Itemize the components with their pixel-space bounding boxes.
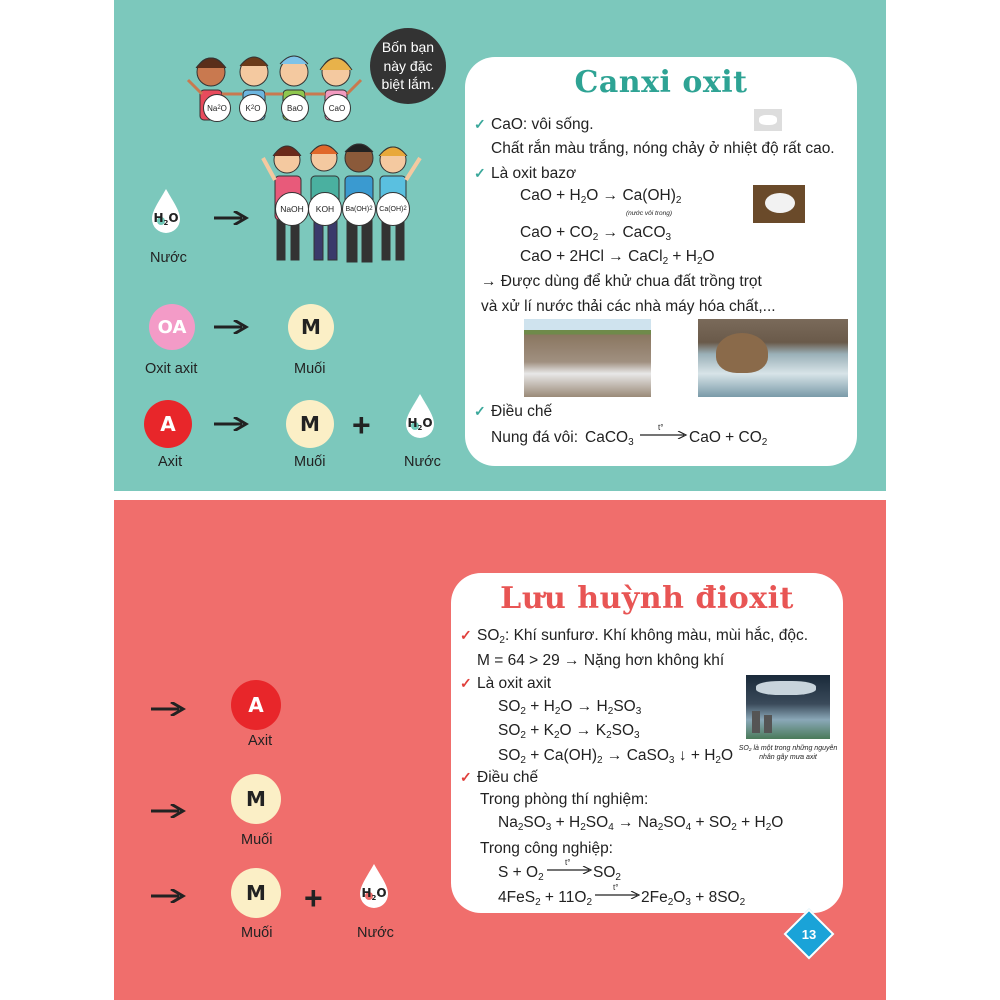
- check-icon: ✓: [460, 675, 472, 691]
- heat-arrow: t°: [547, 858, 593, 874]
- muoi-label-2: Muối: [241, 925, 273, 941]
- top-panel: [114, 0, 886, 491]
- oxit-axit-label: Oxit axit: [145, 361, 198, 377]
- so2-definition: $SO_2$: Khí sunfurơ. Khí không màu, mùi hắc, độc.: [477, 627, 809, 646]
- acidic-oxide-label: Là oxit axit: [477, 675, 552, 692]
- equation-cao-co2: CaO + $CO_2$ → CaCO$_3$: [520, 224, 672, 243]
- card-title: Canxi oxit: [574, 65, 748, 100]
- check-icon: ✓: [474, 165, 486, 181]
- teen-tag-naoh: NaOH: [275, 192, 309, 226]
- preparation-label: Điều chế: [477, 769, 539, 786]
- muoi-circle: M: [288, 304, 334, 350]
- lab-label: Trong phòng thí nghiệm:: [480, 791, 649, 808]
- kid-tag-na2o: Na 2 O: [203, 94, 231, 122]
- kid-tag-k2o: K 2 O: [239, 94, 267, 122]
- arrow-right-icon: [151, 889, 187, 903]
- water-drop-icon: [356, 862, 392, 910]
- svg-text:H2O: $H_2O$: [153, 211, 179, 227]
- svg-text:H2O: $H_2O$: [407, 416, 433, 432]
- water-drop-icon: [148, 187, 184, 235]
- heat-arrow: t°: [595, 883, 641, 899]
- teen-tag-koh: KOH: [308, 192, 342, 226]
- muoi-circle-2: M: [286, 400, 334, 448]
- use-line-1: → Được dùng để khử chua đất trồng trọt: [481, 273, 762, 290]
- preparation-label: Điều chế: [491, 403, 553, 420]
- oxit-axit-circle: OA: [149, 304, 195, 350]
- acid-rain-photo: [746, 675, 830, 739]
- book-page: [114, 0, 886, 1000]
- water-label: Nước: [357, 925, 394, 941]
- kid-tag-bao: BaO: [281, 94, 309, 122]
- equation-fes2-left: $4FeS_2 + 11O_2$: [498, 889, 592, 908]
- muoi-label-2: Muối: [294, 454, 326, 470]
- luu-huynh-dioxit-card: [451, 573, 843, 913]
- page-number-badge: 13: [784, 909, 835, 960]
- equation-fes2-right: $2Fe_2O_3 + 8SO_2$: [641, 889, 746, 908]
- plus-icon: +: [352, 407, 371, 443]
- water-label: Nước: [150, 250, 187, 266]
- arrow-right-icon: [214, 320, 250, 334]
- equation-lab: $Na_2SO_3 + H_2SO_4 \to Na_2SO_4 + SO_2 + H_2O$: [498, 814, 784, 833]
- bottom-panel: [114, 500, 886, 1000]
- cao-definition: CaO: vôi sống.: [491, 116, 594, 133]
- equation-s-o2-right: $SO_2$: [593, 864, 621, 883]
- muoi-label: Muối: [241, 832, 273, 848]
- svg-text:H2O: $H_2O$: [361, 886, 387, 902]
- cao-powder-image: [754, 109, 782, 131]
- heat-arrow: t°: [640, 423, 688, 439]
- canxi-oxit-card: [465, 57, 857, 466]
- water-label-2: Nước: [404, 454, 441, 470]
- axit-label: Axit: [158, 454, 183, 470]
- equation-so2-h2o: $SO_2 + H_2O \to H_2SO_3$: [498, 698, 642, 717]
- arrow-right-icon: [151, 804, 187, 818]
- check-icon: ✓: [460, 769, 472, 785]
- equation-caco3-decomp: CaCO$_3$: [585, 429, 634, 448]
- industry-label: Trong công nghiệp:: [480, 840, 613, 857]
- check-icon: ✓: [474, 116, 486, 132]
- axit-circle: A: [144, 400, 192, 448]
- preparation-prefix: Nung đá vôi:: [491, 429, 579, 446]
- limewater-photo: [753, 185, 805, 223]
- teen-tag-caoh2: Ca(OH) 2: [376, 192, 410, 226]
- kid-tag-cao: CaO: [323, 94, 351, 122]
- equation-so2-k2o: $SO_2 + K_2O \to K_2SO_3$: [498, 722, 640, 741]
- limewater-note: (nước vôi trong): [626, 210, 672, 217]
- use-line-2: và xử lí nước thải các nhà máy hóa chất,...: [481, 298, 776, 315]
- card-title: Lưu huỳnh đioxit: [500, 581, 794, 616]
- check-icon: ✓: [474, 403, 486, 419]
- acid-rain-caption: SO₂ là một trong những nguyên nhân gây mưa axit: [738, 745, 838, 762]
- arrow-right-icon: [214, 211, 250, 225]
- muoi-circle-2: M: [231, 868, 281, 918]
- wastewater-photo: [698, 319, 848, 397]
- equation-cao-h2o: CaO + $H_2O \to Ca(OH)_2$: [520, 187, 682, 206]
- axit-circle: A: [231, 680, 281, 730]
- field-photo: [524, 319, 651, 397]
- teen-tag-baoh2: Ba(OH) 2: [342, 192, 376, 226]
- molar-mass-line: M = 64 > 29 → Nặng hơn không khí: [477, 652, 725, 669]
- muoi-circle: M: [231, 774, 281, 824]
- muoi-label: Muối: [294, 361, 326, 377]
- basic-oxide-label: Là oxit bazơ: [491, 165, 577, 182]
- cao-description: Chất rắn màu trắng, nóng chảy ở nhiệt độ rất cao.: [491, 140, 835, 157]
- plus-icon: +: [304, 880, 323, 916]
- water-drop-icon: [402, 392, 438, 440]
- equation-so2-caoh2: $SO_2 + Ca(OH)_2$ → CaSO$_3$ ↓ + $H_2O$: [498, 747, 734, 766]
- axit-label: Axit: [248, 733, 273, 749]
- arrow-right-icon: [214, 417, 250, 431]
- equation-products: CaO + $CO_2$: [689, 429, 768, 448]
- arrow-right-icon: [151, 702, 187, 716]
- check-icon: ✓: [460, 627, 472, 643]
- equation-s-o2-left: $S + O_2$: [498, 864, 544, 883]
- equation-cao-hcl: CaO + 2HCl → CaCl$_2$ + $H_2O$: [520, 248, 715, 267]
- speech-bubble: Bốn bạn này đặc biệt lắm.: [370, 28, 446, 104]
